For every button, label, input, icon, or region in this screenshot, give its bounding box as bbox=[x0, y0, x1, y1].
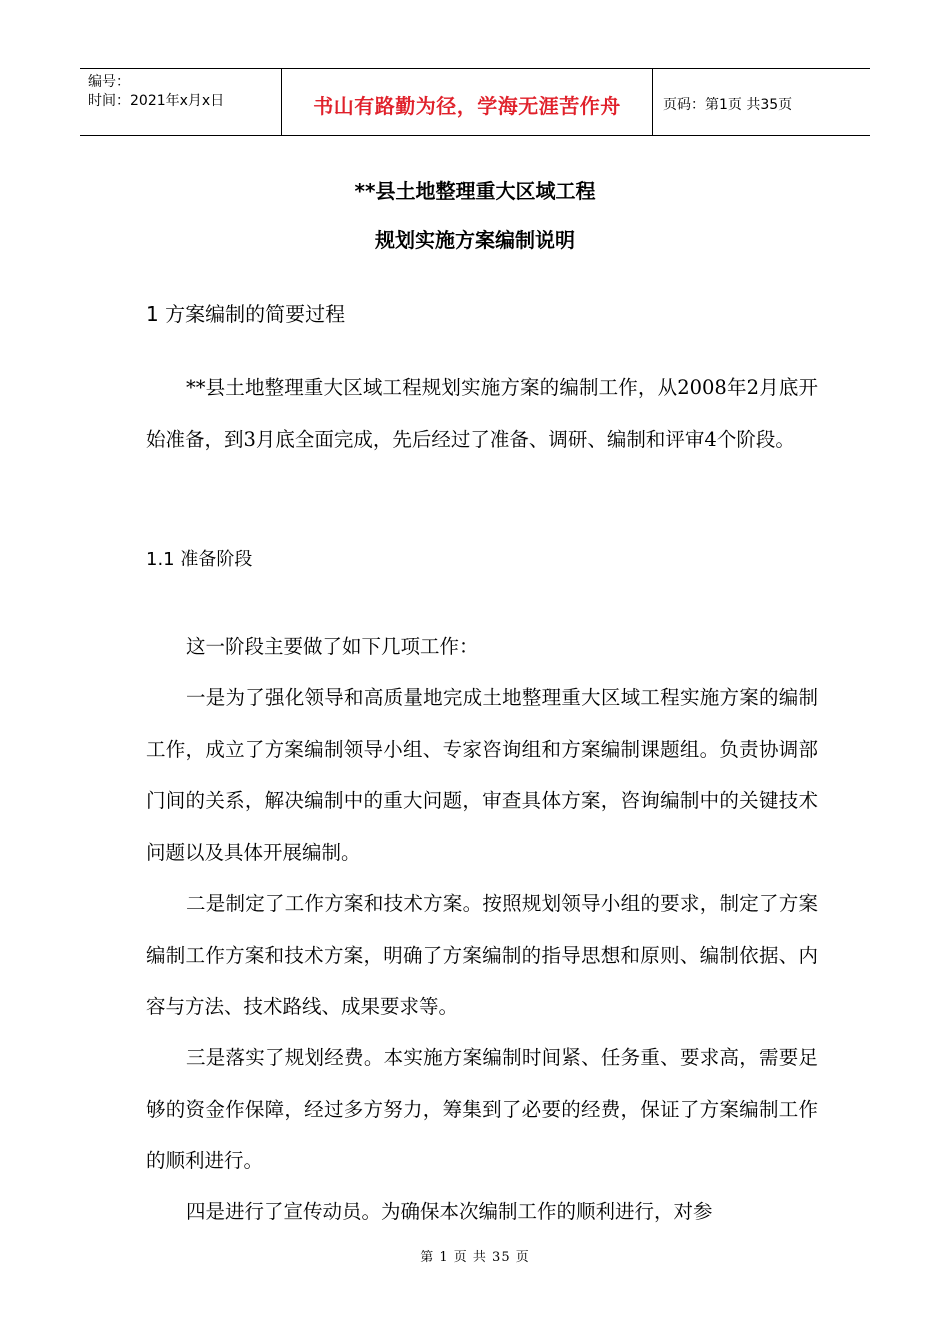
header-table bbox=[80, 68, 870, 136]
paragraph-item-1: 一是为了强化领导和高质量地完成土地整理重大区域工程实施方案的编制工作，成立了方案编制领导小组、专家咨询组和方案编制课题组。负责协调部门间的关系，解决编制中的重大问题，审查具体方案，咨询编制中的关键技术问题以及具体开展编制。 bbox=[146, 686, 818, 864]
paragraph-item-4: 四是进行了宣传动员。为确保本次编制工作的顺利进行，对参 bbox=[186, 1200, 713, 1223]
number-label: 编号： bbox=[88, 74, 130, 90]
section-heading-1: 1 方案编制的简要过程 bbox=[146, 302, 346, 326]
header-motto: 书山有路勤为径，学海无涯苦作舟 bbox=[281, 69, 653, 135]
time-label: 时间：2021年x月x日 bbox=[88, 93, 225, 109]
header-meta-cell bbox=[80, 69, 281, 135]
document-title-line2: 规划实施方案编制说明 bbox=[375, 228, 575, 252]
paragraph-item-3: 三是落实了规划经费。本实施方案编制时间紧、任务重、要求高，需要足够的资金作保障，经过多方努力，筹集到了必要的经费，保证了方案编制工作的顺利进行。 bbox=[146, 1046, 818, 1172]
page-footer: 第 1 页 共 35 页 bbox=[420, 1250, 530, 1265]
document-title-line1: **县土地整理重大区域工程 bbox=[354, 179, 596, 203]
section-heading-1-1: 1.1 准备阶段 bbox=[146, 549, 253, 570]
paragraph-intro: 这一阶段主要做了如下几项工作： bbox=[186, 635, 479, 658]
header-page-info: 页码：第1页 共35页 bbox=[663, 97, 793, 113]
section-1-paragraph: **县土地整理重大区域工程规划实施方案的编制工作，从2008年2月底开始准备，到3月底全面完成，先后经过了准备、调研、编制和评审4个阶段。 bbox=[146, 376, 818, 451]
paragraph-item-2: 二是制定了工作方案和技术方案。按照规划领导小组的要求，制定了方案编制工作方案和技术方案，明确了方案编制的指导思想和原则、编制依据、内容与方法、技术路线、成果要求等。 bbox=[146, 892, 818, 1018]
